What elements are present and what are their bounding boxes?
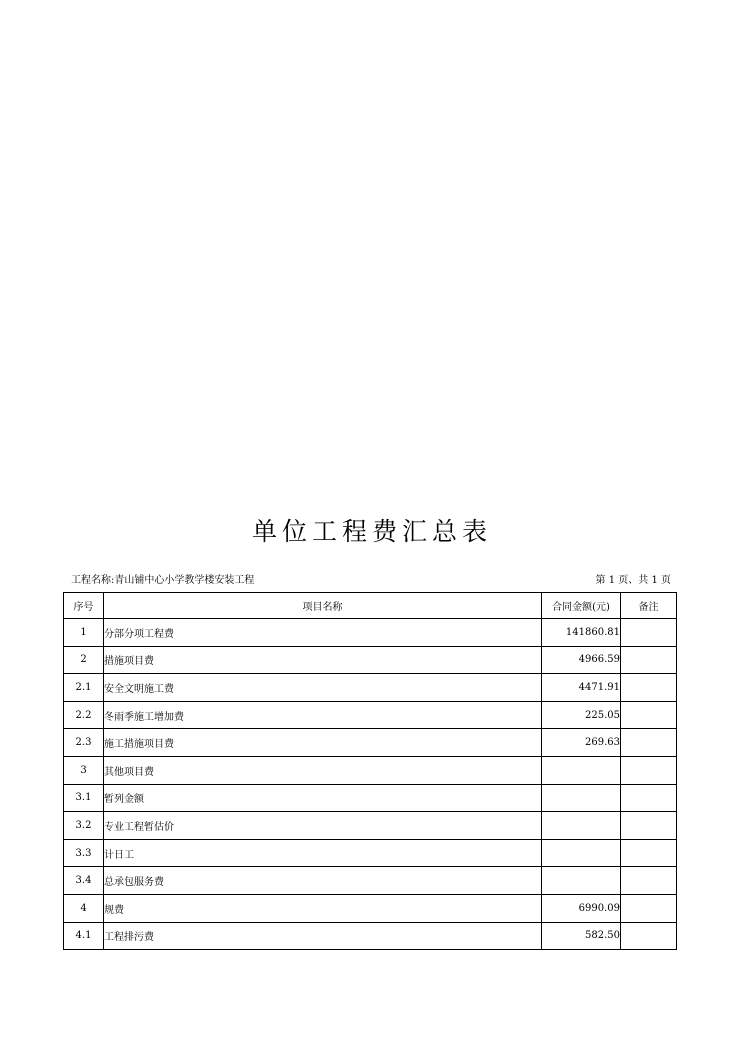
row-name: 安全文明施工费 (104, 674, 542, 702)
table-row (64, 674, 677, 702)
row-amount (542, 812, 621, 840)
row-no: 2.2 (64, 701, 104, 729)
row-no: 3.4 (64, 867, 104, 895)
row-name: 措施项目费 (104, 646, 542, 674)
row-note (621, 839, 677, 867)
row-amount: 6990.09 (542, 894, 621, 922)
row-name: 专业工程暂估价 (104, 812, 542, 840)
row-note (621, 646, 677, 674)
row-name: 冬雨季施工增加费 (104, 701, 542, 729)
row-no: 3.3 (64, 839, 104, 867)
meta-row (71, 571, 671, 585)
row-amount: 4471.91 (542, 674, 621, 702)
row-note (621, 729, 677, 757)
project-name: 工程名称:青山铺中心小学教学楼安装工程 (71, 575, 255, 586)
row-note (621, 619, 677, 647)
row-note (621, 674, 677, 702)
row-amount: 141860.81 (542, 619, 621, 647)
header-note: 备注 (621, 593, 677, 619)
row-amount: 225.05 (542, 701, 621, 729)
page-info: 第 1 页、共 1 页 (595, 575, 671, 586)
row-name: 总承包服务费 (104, 867, 542, 895)
row-no: 2 (64, 646, 104, 674)
row-note (621, 701, 677, 729)
row-name: 计日工 (104, 839, 542, 867)
row-amount: 582.50 (542, 922, 621, 950)
row-amount (542, 784, 621, 812)
row-name: 分部分项工程费 (104, 619, 542, 647)
table-row (64, 701, 677, 729)
row-name: 规费 (104, 894, 542, 922)
table-row (64, 812, 677, 840)
row-amount: 269.63 (542, 729, 621, 757)
row-name: 施工措施项目费 (104, 729, 542, 757)
row-amount (542, 839, 621, 867)
table-row (64, 839, 677, 867)
row-amount: 4966.59 (542, 646, 621, 674)
row-amount (542, 756, 621, 784)
header-name: 项目名称 (104, 593, 542, 619)
page-title: 单位工程费汇总表 (251, 517, 492, 546)
row-note (621, 812, 677, 840)
row-no: 2.3 (64, 729, 104, 757)
row-no: 3.2 (64, 812, 104, 840)
table-row (64, 867, 677, 895)
table-row (64, 756, 677, 784)
row-name: 其他项目费 (104, 756, 542, 784)
header-no: 序号 (64, 593, 104, 619)
table-header-row (64, 593, 677, 619)
row-note (621, 867, 677, 895)
row-amount (542, 867, 621, 895)
row-no: 1 (64, 619, 104, 647)
header-amount: 合同金额(元) (542, 593, 621, 619)
row-name: 工程排污费 (104, 922, 542, 950)
table-row (64, 922, 677, 950)
row-note (621, 922, 677, 950)
table-row (64, 646, 677, 674)
row-no: 4 (64, 894, 104, 922)
row-no: 4.1 (64, 922, 104, 950)
row-no: 3.1 (64, 784, 104, 812)
row-note (621, 756, 677, 784)
table-row (64, 729, 677, 757)
row-note (621, 784, 677, 812)
row-note (621, 894, 677, 922)
row-no: 3 (64, 756, 104, 784)
cost-summary-table (63, 592, 677, 950)
row-no: 2.1 (64, 674, 104, 702)
table-row (64, 784, 677, 812)
table-row (64, 894, 677, 922)
row-name: 暂列金额 (104, 784, 542, 812)
table-row (64, 619, 677, 647)
